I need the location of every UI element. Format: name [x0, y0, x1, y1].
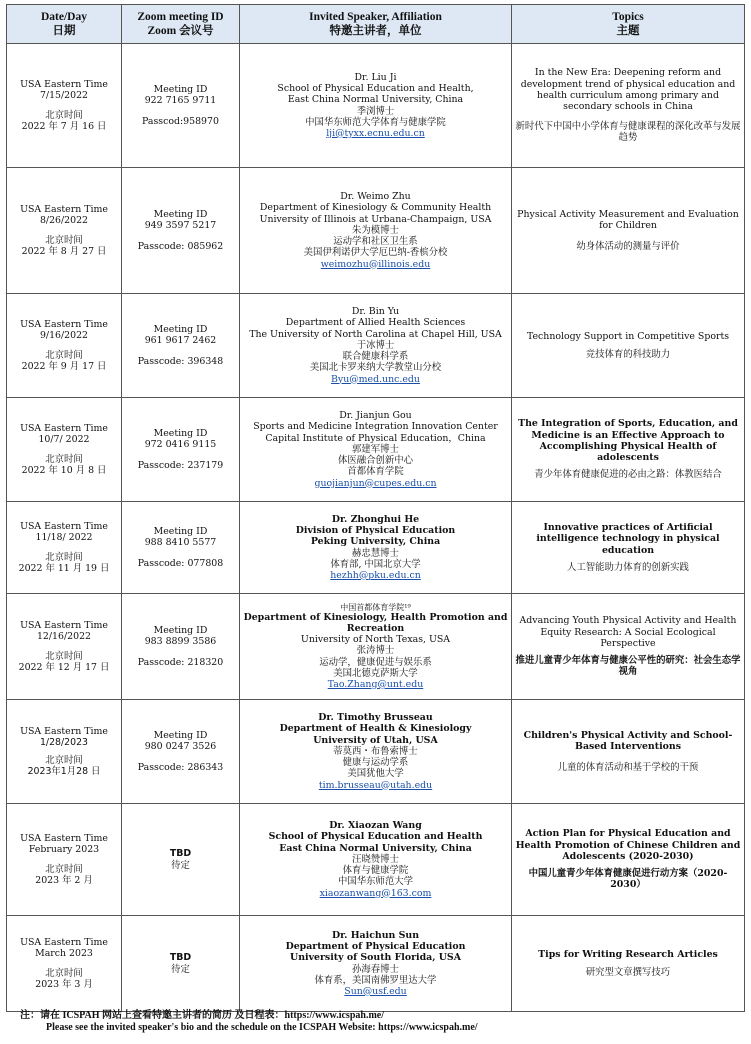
- topic-cell: Action Plan for Physical Education and Health Promotion of Chinese Children and Adolescents (2020-2030) 中国儿童青少年体育健康促进行动方案（2020-2030）: [512, 804, 745, 916]
- topic-cell: Advancing Youth Physical Activity and Health Equity Research: A Social Ecological Perspective 推进儿童青少年体育与健康公平性的研究：社会生态学视角: [512, 594, 745, 700]
- header-row: [7, 5, 745, 44]
- date-cell: USA Eastern Time 12/16/2022 北京时间 2022 年 12 月 17 日: [7, 594, 122, 700]
- topic-cell: Physical Activity Measurement and Evaluation for Children 幼身体活动的测量与评价: [512, 168, 745, 294]
- table-row: [7, 594, 745, 700]
- date-cell: USA Eastern Time 8/26/2022 北京时间 2022 年 8 月 27 日: [7, 168, 122, 294]
- header-speaker: Invited Speaker, Affiliation 特邀主讲者，单位: [240, 5, 512, 44]
- table-row: [7, 168, 745, 294]
- table-row: [7, 44, 745, 168]
- speaker-cell: 中国首都体育学院¹⁹ Department of Kinesiology, Health Promotion and Recreation University of North Texas, USA 张涛博士 运动学，健康促进与娱乐系 美国北德克萨斯大学 Tao.Zhang@unt.edu: [240, 594, 512, 700]
- email-link[interactable]: hezhh@pku.edu.cn: [330, 569, 421, 581]
- zoom-cell: Meeting ID 980 0247 3526 Passcode: 286343: [122, 700, 240, 804]
- zoom-cell: Meeting ID 972 0416 9115 Passcode: 237179: [122, 398, 240, 502]
- speaker-cell: Dr. Jianjun Gou Sports and Medicine Integration Innovation Center Capital Institute of Physical Education，China 郭建军博士 体医融合创新中心 首都体育学院 guojianjun@cupes.edu.cn: [240, 398, 512, 502]
- speaker-cell: Dr. Xiaozan Wang School of Physical Education and Health East China Normal University, China 汪晓赞博士 体育与健康学院 中国华东师范大学 xiaozanwang@163.com: [240, 804, 512, 916]
- topic-cell: Innovative practices of Artificial intelligence technology in physical education 人工智能助力体育的创新实践: [512, 502, 745, 594]
- speaker-cell: Dr. Haichun Sun Department of Physical Education University of South Florida, USA 孙海春博士 体育系，美国南佛罗里达大学 Sun@usf.edu: [240, 916, 512, 1012]
- date-cell: USA Eastern Time 7/15/2022 北京时间 2022 年 7 月 16 日: [7, 44, 122, 168]
- header-topics: Topics 主题: [512, 5, 745, 44]
- speaker-cell: Dr. Zhonghui He Division of Physical Education Peking University, China 赫忠慧博士 体育部, 中国北京大学 hezhh@pku.edu.cn: [240, 502, 512, 594]
- zoom-cell: Meeting ID 988 8410 5577 Passcode: 077808: [122, 502, 240, 594]
- topic-cell: Children's Physical Activity and School-Based Interventions 儿童的体育活动和基于学校的干预: [512, 700, 745, 804]
- header-zoom: Zoom meeting ID Zoom 会议号: [122, 5, 240, 44]
- speaker-cell: Dr. Liu Ji School of Physical Education and Health, East China Normal University, China 季浏博士 中国华东师范大学体育与健康学院 lji@tyxx.ecnu.edu.cn: [240, 44, 512, 168]
- date-cell: USA Eastern Time 11/18/ 2022 北京时间 2022 年 11 月 19 日: [7, 502, 122, 594]
- footnote-en: Please see the invited speaker's bio and the schedule on the ICSPAH Website: https://www.icspah.me/: [46, 1022, 478, 1033]
- email-link[interactable]: weimozhu@illinois.edu: [320, 258, 431, 270]
- topic-cell: Tips for Writing Research Articles 研究型文章撰写技巧: [512, 916, 745, 1012]
- table-row: [7, 804, 745, 916]
- date-cell: USA Eastern Time 10/7/ 2022 北京时间 2022 年 10 月 8 日: [7, 398, 122, 502]
- email-link[interactable]: Tao.Zhang@unt.edu: [327, 679, 424, 690]
- zoom-cell: Meeting ID 949 3597 5217 Passcode: 085962: [122, 168, 240, 294]
- zoom-cell: Meeting ID 983 8899 3586 Passcode: 218320: [122, 594, 240, 700]
- table-row: [7, 294, 745, 398]
- speaker-cell: Dr. Bin Yu Department of Allied Health Sciences The University of North Carolina at Chapel Hill, USA 于冰博士 联合健康科学系 美国北卡罗来纳大学教堂山分校 Byu@med.unc.edu: [240, 294, 512, 398]
- schedule-table: [6, 4, 745, 1012]
- speaker-cell: Dr. Timothy Brusseau Department of Health & Kinesiology University of Utah, USA 蒂莫西・布鲁索博士 健康与运动学系 美国犹他大学 tim.brusseau@utah.edu: [240, 700, 512, 804]
- topic-cell: The Integration of Sports, Education, and Medicine is an Effective Approach to Accomplishing Physical Health of adolescents 青少年体育健康促进的必由之路：体教医结合: [512, 398, 745, 502]
- zoom-cell: Meeting ID 922 7165 9711 Passcod:958970: [122, 44, 240, 168]
- email-link[interactable]: Byu@med.unc.edu: [331, 373, 420, 385]
- email-link[interactable]: Sun@usf.edu: [344, 985, 407, 997]
- email-link[interactable]: tim.brusseau@utah.edu: [318, 779, 433, 791]
- table-row: [7, 916, 745, 1012]
- date-cell: USA Eastern Time 9/16/2022 北京时间 2022 年 9 月 17 日: [7, 294, 122, 398]
- topic-cell: In the New Era: Deepening reform and development trend of physical education and health curriculum among primary and secondary schools in China 新时代下中国中小学体育与健康课程的深化改革与发展趋势: [512, 44, 745, 168]
- email-link[interactable]: lji@tyxx.ecnu.edu.cn: [326, 127, 425, 139]
- table-row: [7, 700, 745, 804]
- speaker-cell: Dr. Weimo Zhu Department of Kinesiology & Community Health University of Illinois at Urbana-Champaign, USA 朱为模博士 运动学和社区卫生系 美国伊利诺伊大学厄巴纳-香槟分校 weimozhu@illinois.edu: [240, 168, 512, 294]
- zoom-cell: TBD 待定: [122, 804, 240, 916]
- zoom-cell: TBD 待定: [122, 916, 240, 1012]
- date-cell: USA Eastern Time February 2023 北京时间 2023 年 2 月: [7, 804, 122, 916]
- zoom-cell: Meeting ID 961 9617 2462 Passcode: 396348: [122, 294, 240, 398]
- email-link[interactable]: xiaozanwang@163.com: [319, 887, 432, 899]
- date-cell: USA Eastern Time March 2023 北京时间 2023 年 3 月: [7, 916, 122, 1012]
- table-row: [7, 502, 745, 594]
- header-date: Date/Day 日期: [7, 5, 122, 44]
- footnote-zh: 注：请在 ICSPAH 网站上查看特邀主讲者的简历 及日程表：https://www.icspah.me/: [20, 1010, 384, 1021]
- footnote: [20, 1010, 478, 1034]
- topic-cell: Technology Support in Competitive Sports 竞技体育的科技助力: [512, 294, 745, 398]
- table-row: [7, 398, 745, 502]
- email-link[interactable]: guojianjun@cupes.edu.cn: [314, 477, 437, 489]
- date-cell: USA Eastern Time 1/28/2023 北京时间 2023年1月28 日: [7, 700, 122, 804]
